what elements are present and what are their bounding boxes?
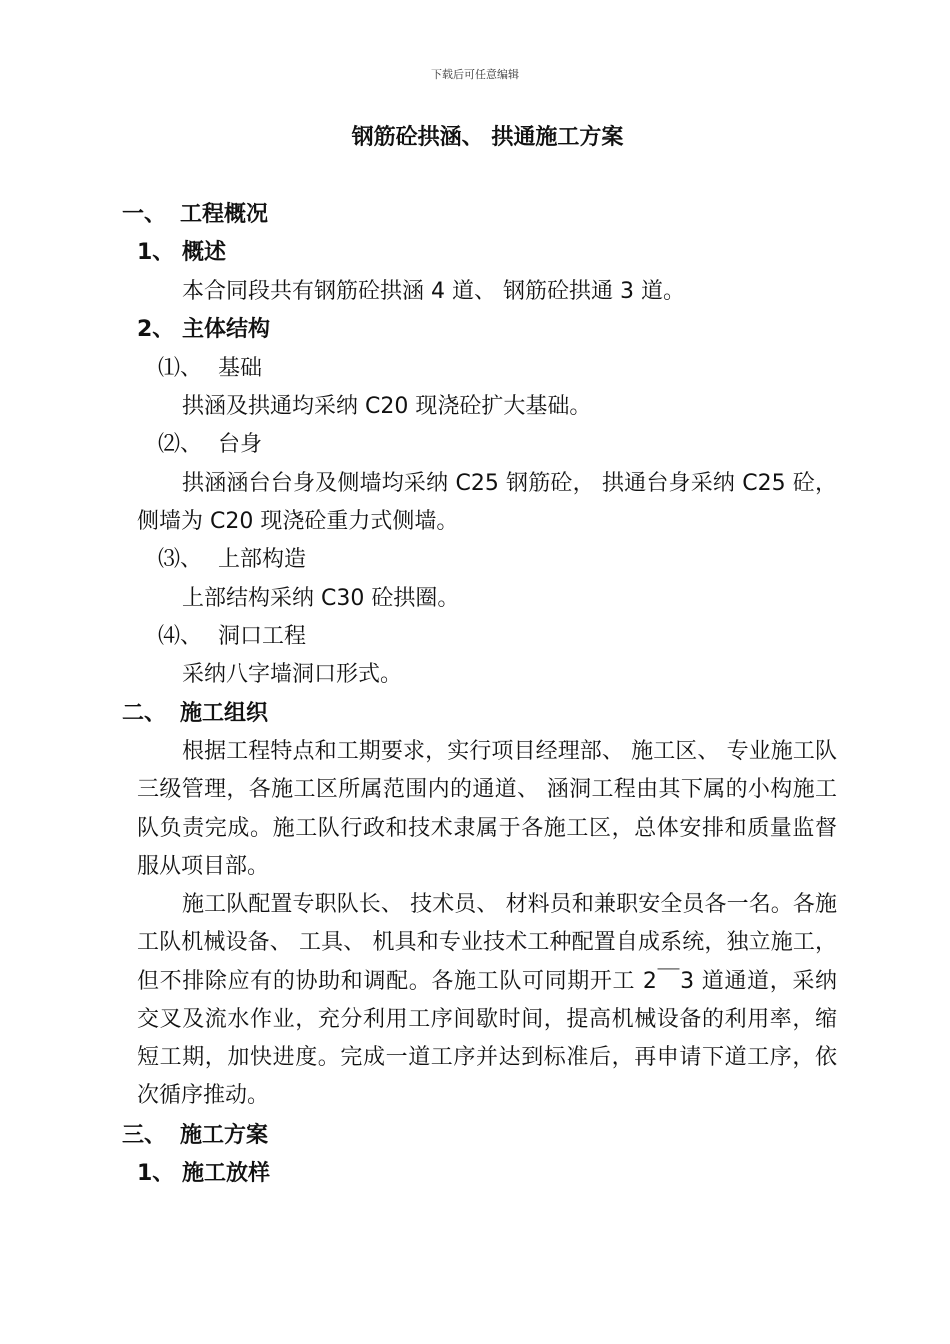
item-4-heading [158, 622, 306, 652]
item-2-body: 拱涵涵台台身及侧墙均采纳 C25 钢筋砼， 拱通台身采纳 C25 砼，侧墙为 C20 现浇砼重力式侧墙。 [137, 471, 837, 535]
section-2-title: 施工组织 [180, 701, 269, 726]
item-3-body: 上部结构采纳 C30 砼拱圈。 [182, 586, 460, 611]
subsection-1-1-body: 本合同段共有钢筋砼拱涵 4 道、 钢筋砼拱通 3 道。 [182, 279, 685, 304]
section-3-title: 施工方案 [180, 1123, 269, 1148]
item-3-heading [158, 545, 306, 575]
section-1-heading [122, 200, 268, 230]
section-2-number: 二、 [122, 701, 167, 726]
section-3-heading [122, 1121, 268, 1151]
section-2-paragraph-1: 根据工程特点和工期要求，实行项目经理部、 施工区、 专业施工队三级管理，各施工区所属范围内的通道、 涵洞工程由其下属的小构施工队负责完成。施工队行政和技术隶属于各施工区，总体安排和质量监督服从项目部。 [137, 739, 837, 879]
item-2-heading [158, 430, 262, 460]
item-2-title: 台身 [218, 432, 263, 457]
subsection-3-1-number: 1、 [137, 1161, 175, 1186]
subsection-1-1-number: 1、 [137, 240, 175, 265]
item-2-number: ⑵、 [158, 432, 203, 457]
subsection-3-1-heading [137, 1159, 270, 1189]
subsection-1-2-heading [137, 315, 270, 345]
section-1-number: 一、 [122, 202, 167, 227]
item-4-number: ⑷、 [158, 624, 203, 649]
item-3-number: ⑶、 [158, 547, 203, 572]
subsection-1-1-heading [137, 238, 226, 268]
section-2-heading [122, 699, 268, 729]
section-1-title: 工程概况 [180, 202, 269, 227]
item-1-heading [158, 354, 262, 384]
section-2-paragraph-2: 施工队配置专职队长、 技术员、 材料员和兼职安全员各一名。各施工队机械设备、 工具、 机具和专业技术工种配置自成系统，独立施工，但不排除应有的协助和调配。各施工队可同期开工 2￣3 道通道，采纳交叉及流水作业，充分利用工序间歇时间，提高机械设备的利用率，缩短工期，加快进度。完成一道工序并达到标准后，再申请下道工序，依次循序推动。 [137, 892, 837, 1109]
subsection-1-2-number: 2、 [137, 317, 175, 342]
subsection-1-2-title: 主体结构 [182, 317, 271, 342]
subsection-3-1-title: 施工放样 [182, 1161, 271, 1186]
item-3-title: 上部构造 [218, 547, 307, 572]
item-4-title: 洞口工程 [218, 624, 307, 649]
item-4-body: 采纳八字墙洞口形式。 [182, 662, 403, 687]
section-3-number: 三、 [122, 1123, 167, 1148]
item-1-number: ⑴、 [158, 356, 203, 381]
item-1-body: 拱涵及拱通均采纳 C20 现浇砼扩大基础。 [182, 394, 592, 419]
subsection-1-1-title: 概述 [182, 240, 227, 265]
item-1-title: 基础 [218, 356, 263, 381]
header-note: 下载后可任意编辑 [431, 68, 519, 81]
document-title: 钢筋砼拱涵、 拱通施工方案 [351, 125, 624, 150]
